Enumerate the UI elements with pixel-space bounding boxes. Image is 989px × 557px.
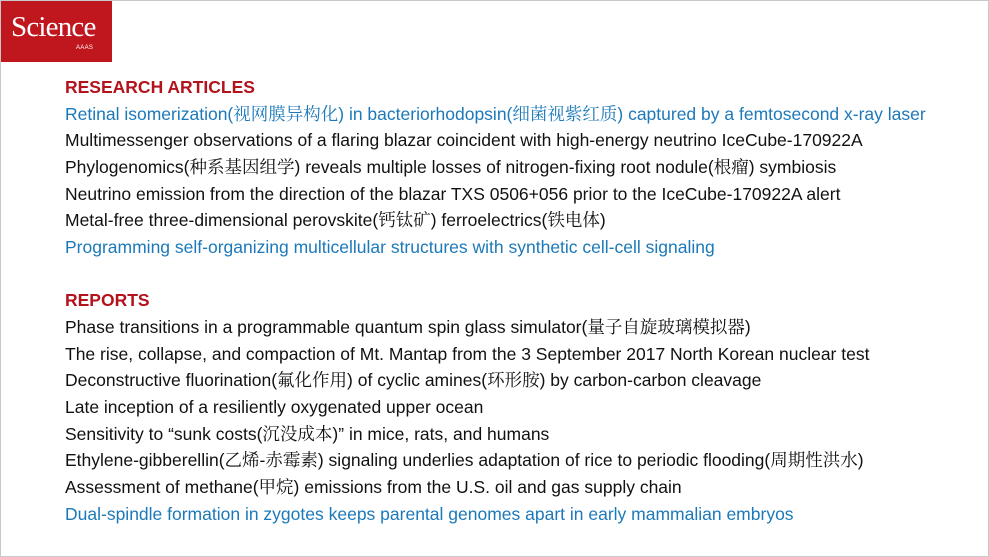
article-title: Phylogenomics(种系基因组学) reveals multiple losses of nitrogen-fixing root nodule(根瘤) symbiosis	[65, 157, 837, 178]
section-reports	[65, 287, 980, 527]
article-list	[65, 74, 980, 528]
logo-aaas: AAAS	[76, 45, 94, 51]
article-title: Deconstructive fluorination(氟化作用) of cyclic amines(环形胺) by carbon-carbon cleavage	[65, 370, 762, 391]
article-title: Multimessenger observations of a flaring blazar coincident with high-energy neutrino IceCube-170922A	[65, 130, 863, 151]
article-title: Dual-spindle formation in zygotes keeps parental genomes apart in early mammalian embryos	[65, 503, 794, 524]
section-research-articles	[65, 74, 980, 261]
article-title: Retinal isomerization(视网膜异构化) in bacteriorhodopsin(细菌视紫红质) captured by a femtosecond x-ray laser	[65, 103, 926, 124]
article-title: Metal-free three-dimensional perovskite(钙钛矿) ferroelectrics(铁电体)	[65, 210, 606, 231]
science-logo	[1, 1, 112, 62]
article-title: Programming self-organizing multicellular structures with synthetic cell-cell signaling	[65, 237, 715, 258]
section-gap	[65, 261, 980, 288]
logo-wordmark: Science	[11, 11, 96, 43]
article-title: Neutrino emission from the direction of the blazar TXS 0506+056 prior to the IceCube-170922A alert	[65, 183, 841, 204]
section-heading: RESEARCH ARTICLES	[65, 77, 255, 97]
section-heading: REPORTS	[65, 290, 150, 311]
article-title: Sensitivity to “sunk costs(沉没成本)” in mice, rats, and humans	[65, 423, 550, 444]
article-title: Assessment of methane(甲烷) emissions from the U.S. oil and gas supply chain	[65, 477, 682, 498]
article-title: Phase transitions in a programmable quantum spin glass simulator(量子自旋玻璃模拟器)	[65, 317, 751, 337]
article-title: Late inception of a resiliently oxygenated upper ocean	[65, 397, 484, 418]
article-title: The rise, collapse, and compaction of Mt. Mantap from the 3 September 2017 North Korean nuclear test	[65, 343, 870, 364]
article-title: Ethylene-gibberellin(乙烯-赤霉素) signaling underlies adaptation of rice to periodic flooding(周期性洪水)	[65, 450, 864, 471]
